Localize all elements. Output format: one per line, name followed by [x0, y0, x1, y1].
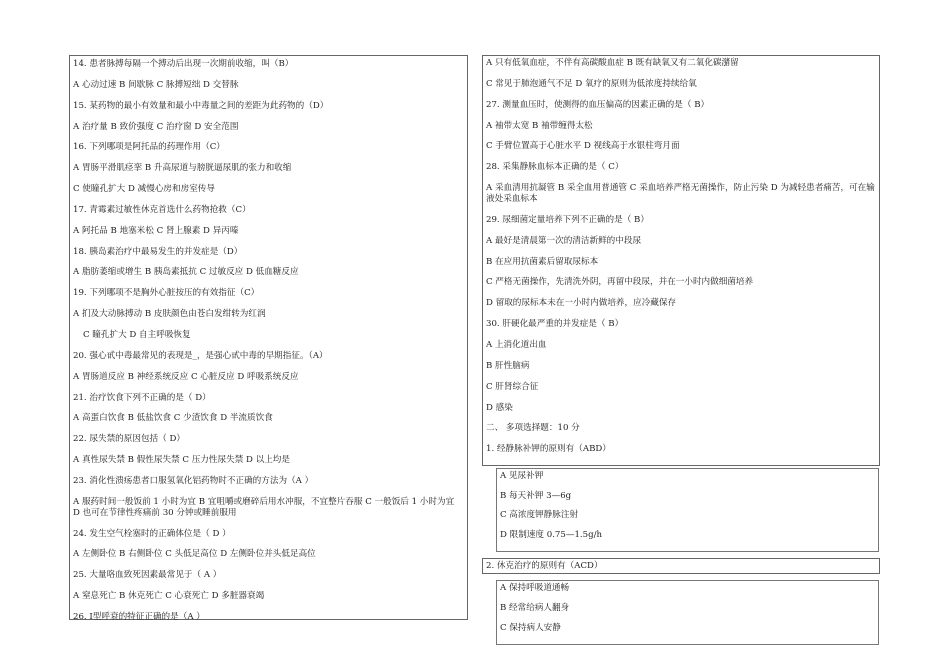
option-box-2: [496, 580, 879, 645]
box2-line: C 保持病人安静: [500, 622, 561, 633]
box1-line: B 每天补钾 3—6g: [500, 490, 572, 501]
right-line: C 常见于肺泡通气不足 D 氧疗的原则为低浓度持续给氧: [486, 78, 697, 89]
right-column: [482, 55, 878, 645]
box1-line: D 限制速度 0.75—1.5g/h: [500, 529, 603, 540]
right-line: 1. 经静脉补钾的原则有（ABD）: [486, 444, 611, 455]
right-line: B 在应用抗菌素后留取尿标本: [486, 256, 599, 267]
left-lines: [70, 56, 467, 623]
left-line: 21. 治疗饮食下列不正确的是（ D）: [73, 392, 211, 403]
right-line: A 只有低氧血症，不伴有高碳酸血症 B 既有缺氧又有二氧化碳潴留: [486, 58, 739, 68]
left-line: 14. 患者脉搏每隔一个搏动后出现一次期前收缩，叫（B）: [73, 59, 294, 69]
right-main-box: [482, 55, 880, 466]
left-line: C 使瞳孔扩大 D 减慢心房和房室传导: [73, 184, 215, 195]
right-line: 29. 尿细菌定量培养下列不正确的是（ B）: [486, 214, 649, 225]
left-line: 24. 发生空气栓塞时的正确体位是（ D ）: [73, 528, 231, 539]
left-line: 18. 胰岛素治疗中最易发生的并发症是（D）: [73, 246, 243, 257]
left-line: 23. 消化性溃疡患者口服氢氧化铝药物时不正确的方法为（A ）: [73, 475, 314, 486]
left-line: C 瞳孔扩大 D 自主呼吸恢复: [83, 329, 191, 340]
left-line: A 治疗量 B 致价强度 C 治疗窗 D 安全范围: [73, 121, 239, 132]
left-line: A 高蛋白饮食 B 低盐饮食 C 少渣饮食 D 半流质饮食: [73, 413, 273, 424]
left-line: A 真性尿失禁 B 假性尿失禁 C 压力性尿失禁 D 以上均是: [73, 455, 290, 466]
left-line: 17. 青霉素过敏性休克首选什么药物抢救（C）: [73, 204, 251, 215]
left-line: A 胃肠平滑肌痉挛 B 升高尿道与膀胱逼尿肌的张力和收缩: [73, 163, 292, 174]
left-line: 25. 大量咯血致死因素最常见于（ A ）: [73, 570, 222, 581]
left-line: 16. 下列哪项是阿托品的药理作用（C）: [73, 142, 225, 153]
left-line: 15. 某药物的最小有效量和最小中毒量之间的差距为此药物的（D）: [73, 100, 329, 111]
question-2: 2. 休克治疗的原则有（ACD）: [486, 561, 603, 572]
left-line: A 扪及大动脉搏动 B 皮肤颜色由苍白发绀转为红润: [73, 309, 266, 320]
box1-line: C 高浓度钾静脉注射: [500, 510, 579, 521]
right-line: 28. 采集静脉血标本正确的是（ C）: [486, 162, 624, 173]
box2-line: A 保持呼吸道通畅: [500, 583, 570, 594]
right-line: A 采血清用抗凝管 B 采全血用普通管 C 采血培养严格无菌操作，防止污染 D 为减轻患者痛苦，可在输液处采血标本: [486, 183, 875, 205]
left-line: 19. 下列哪项不是胸外心脏按压的有效指征（C）: [73, 288, 260, 299]
left-line: 20. 强心甙中毒最常见的表现是_，是强心甙中毒的早期指征。（A）: [73, 350, 328, 361]
left-line: A 脂肪萎缩或增生 B 胰岛素抵抗 C 过敏反应 D 低血糖反应: [73, 267, 299, 278]
right-line: C 手臂位置高于心脏水平 D 视线高于水银柱弯月面: [486, 141, 680, 152]
box2-line: B 经常给病人翻身: [500, 603, 570, 613]
left-line: A 服药时间一般饭前 1 小时为宜 B 宜咀嚼或磨碎后用水冲服，不宜整片吞服 C 一般饭后 1 小时为宜 D 也可在节律性疼痛前 30 分钟或睡前服用: [73, 496, 455, 518]
left-column: [69, 55, 468, 620]
right-line: 27. 测量血压时，使测得的血压偏高的因素正确的是（ B）: [486, 99, 710, 110]
right-line: B 肝性脑病: [486, 360, 530, 371]
right-line: D 留取的尿标本未在一小时内做培养，应冷藏保存: [486, 298, 677, 309]
left-line: A 窒息死亡 B 休克死亡 C 心衰死亡 D 多脏器衰竭: [73, 591, 265, 602]
right-line: C 严格无菌操作，先清洗外阴，再留中段尿，并在一小时内做细菌培养: [486, 277, 754, 288]
left-line: A 阿托品 B 地塞米松 C 肾上腺素 D 异丙嗪: [73, 225, 239, 236]
option-box-1: [496, 468, 879, 552]
right-line: 二、 多项选择题：10 分: [486, 423, 580, 434]
left-line: 22. 尿失禁的原因包括（ D）: [73, 434, 185, 445]
question-2-box: [482, 558, 880, 574]
right-line: C 肝肾综合征: [486, 381, 539, 392]
box1-line: A 见尿补钾: [500, 471, 544, 482]
left-line: A 心动过速 B 间歇脉 C 脉搏短绌 D 交替脉: [73, 79, 239, 90]
right-line: A 上消化道出血: [486, 339, 547, 350]
left-line: A 左侧卧位 B 右侧卧位 C 头低足高位 D 左侧卧位并头低足高位: [73, 549, 316, 560]
right-line: D 感染: [486, 402, 513, 413]
left-line: 26. Ⅰ型呼衰的特征正确的是（A ）: [73, 611, 205, 622]
left-line: A 胃肠道反应 B 神经系统反应 C 心脏反应 D 呼吸系统反应: [73, 371, 299, 382]
right-line: A 最好是清晨第一次的清洁新鲜的中段尿: [486, 235, 642, 246]
right-line: A 袖带太宽 B 袖带缠得太松: [486, 120, 593, 131]
right-line: 30. 肝硬化最严重的并发症是（ B）: [486, 319, 624, 330]
